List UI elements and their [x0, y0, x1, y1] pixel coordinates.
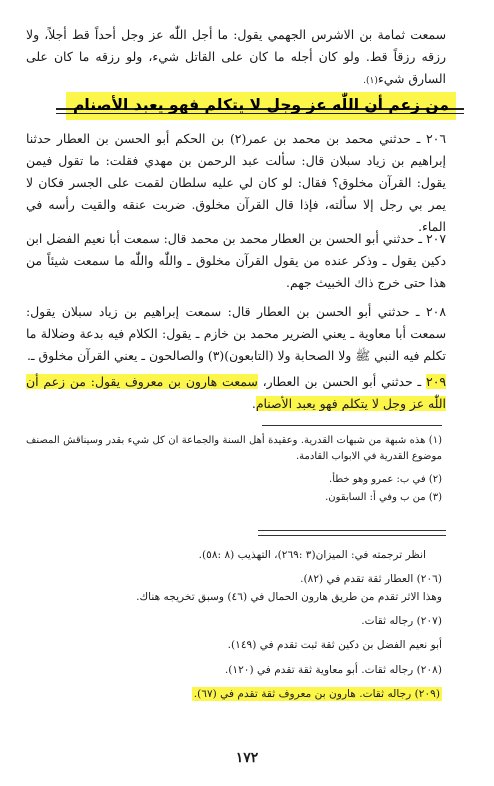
section-heading [50, 84, 470, 132]
intro-footnote-ref: (١). [363, 76, 378, 86]
paragraph-206: ٢٠٦ ـ حدثني محمد بن محمد بن عمر(٢) بن الحكم أبو الحسن بن العطار حدثنا إبراهيم بن زياد سبلان قال: سألت عبد الرحمن بن مهدي فقلت: ما تقول فيمن يقول: القرآن مخلوق؟ فقال: لو كان لي عليه سلطان لقمت على الجسر فكان لا يمر بي رجل إلا سألته، فإذا قال القرآن مخلوق. ضربت عنقه والقيت رأسه في الماء. [26, 131, 446, 234]
note-209 [52, 685, 442, 703]
intro-text: سمعت ثمامة بن الاشرس الجهمي يقول: ما أجل اللّٰه عز وجل أحداً قط أجلاً، ولا رزقه رزقاً قط. ولو كان أجله ما كان على القاتل شيء، ولو رزقه ما كان على السارق شيء [26, 27, 446, 86]
note-207: (٢٠٧) رجاله ثقات. [361, 615, 442, 627]
note-206-detail: وهذا الاثر تقدم من طريق هارون الحمال في (٤٦) وسبق تخريجه هناك. [136, 591, 442, 603]
paragraph-209-isnad: ـ حدثني أبو الحسن بن العطار، [257, 374, 427, 389]
notes-separator-top [258, 530, 446, 531]
footnote-separator [262, 425, 442, 426]
note-207-detail: أبو نعيم الفضل بن دكين ثقة ثبت تقدم في (١٤٩). [227, 639, 442, 651]
paragraph-208: ٢٠٨ ـ حدثني أبو الحسن بن العطار قال: سمعت إبراهيم بن زياد سبلان يقول: سمعت أبا معاوية ـ يعني الضرير محمد بن خازم ـ يقول: الكلام فيه بدعة وضلالة ما تكلم فيه النبي ﷺ ولا الصحابة ولا (التابعون)(٣) والصالحون ـ يعني القرآن مخلوق ـ. [26, 304, 446, 363]
footnote-1: (١) هذه شبهة من شبهات القدرية. وعقيدة أهل السنة والجماعة ان كل شيء بقدر وسيناقش المصنف موضوع القدرية في الابواب القادمة. [26, 435, 442, 462]
note-intro-biography: انظر ترجمته في: الميزان(٣ :٢٦٩)، التهذيب (٨ :٥٨). [198, 549, 426, 561]
notes-separator-bottom [258, 535, 446, 536]
heading-text: من زعم أن اللّٰه عز وجل لا يتكلم فهو يعبد الأصنام [73, 96, 449, 114]
intro-paragraph [26, 24, 446, 92]
paragraph-209 [26, 371, 446, 415]
paragraph-207: ٢٠٧ ـ حدثني أبو الحسن بن العطار محمد بن محمد قال: سمعت أبا نعيم الفضل ابن دكين يقول ـ وذكر عنده من يقول القرآن مخلوق ـ واللّٰه واللّٰه ما سمعت شيئاً من هذا حتى خرج ذاك الخبيث جهم. [26, 231, 446, 290]
note-208: (٢٠٨) رجاله ثقات. أبو معاوية ثقة تقدم في (١٢٠). [224, 664, 442, 676]
note-209-text: (٢٠٩) رجاله ثقات. هارون بن معروف ثقة تقدم في (٦٧). [193, 688, 440, 700]
paragraph-209-number: ٢٠٩ [426, 374, 447, 389]
note-206: (٢٠٦) العطار ثقة تقدم في (٨٢). [300, 573, 442, 585]
paragraph-209-quote: سمعت هارون بن معروف يقول: من زعم أن اللّٰه عز وجل لا يتكلم فهو يعبد الأصنام [26, 374, 446, 411]
footnote-2: (٢) في ب: عمرو وهو خطأ. [329, 474, 442, 485]
footnote-3: (٣) من ب وفي أ: السابقون. [325, 492, 442, 503]
page-number: ١٧٢ [235, 750, 259, 766]
paragraph-209-end: . [251, 396, 256, 411]
